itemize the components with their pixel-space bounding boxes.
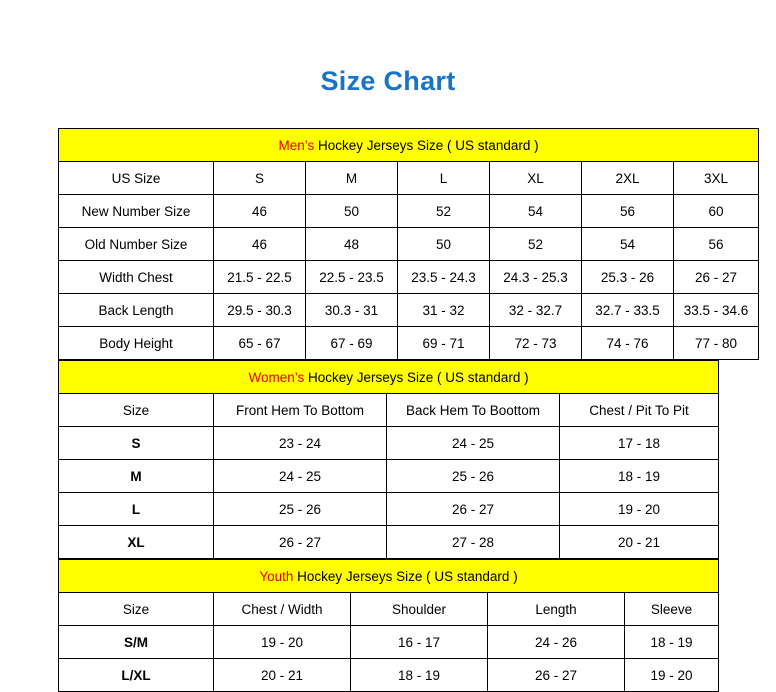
mens-cell-2-2: 23.5 - 24.3 xyxy=(398,261,490,294)
table-row xyxy=(59,261,759,294)
mens-section-header-row xyxy=(59,129,759,162)
youth-size-table xyxy=(58,559,719,692)
mens-col-3: L xyxy=(398,162,490,195)
mens-header-accent: Men’s xyxy=(278,137,315,153)
mens-size-table xyxy=(58,128,759,360)
mens-cell-1-5: 56 xyxy=(674,228,759,261)
womens-cell-1-2: 18 - 19 xyxy=(560,460,719,493)
youth-cell-1-3: 19 - 20 xyxy=(625,659,719,692)
youth-header-accent: Youth xyxy=(259,568,294,584)
youth-col-0: Size xyxy=(59,593,214,626)
mens-header-rest: Hockey Jerseys Size ( US standard ) xyxy=(314,137,539,153)
mens-cell-4-4: 74 - 76 xyxy=(582,327,674,360)
womens-col-2: Back Hem To Boottom xyxy=(387,394,560,427)
mens-cell-0-3: 54 xyxy=(490,195,582,228)
mens-cell-0-5: 60 xyxy=(674,195,759,228)
mens-cell-2-0: 21.5 - 22.5 xyxy=(214,261,306,294)
womens-row-label-2: L xyxy=(59,493,214,526)
womens-header-accent: Women’s xyxy=(248,369,305,385)
youth-col-2: Shoulder xyxy=(351,593,488,626)
mens-cell-4-3: 72 - 73 xyxy=(490,327,582,360)
mens-section-header xyxy=(59,129,759,162)
mens-cell-0-2: 52 xyxy=(398,195,490,228)
womens-cell-0-1: 24 - 25 xyxy=(387,427,560,460)
mens-col-6: 3XL xyxy=(674,162,759,195)
mens-cell-2-5: 26 - 27 xyxy=(674,261,759,294)
youth-cell-0-3: 18 - 19 xyxy=(625,626,719,659)
womens-col-1: Front Hem To Bottom xyxy=(214,394,387,427)
table-row xyxy=(59,659,719,692)
mens-row-label-0: New Number Size xyxy=(59,195,214,228)
womens-size-table xyxy=(58,360,719,559)
youth-cell-0-1: 16 - 17 xyxy=(351,626,488,659)
youth-col-3: Length xyxy=(488,593,625,626)
youth-col-4: Sleeve xyxy=(625,593,719,626)
mens-cell-3-2: 31 - 32 xyxy=(398,294,490,327)
youth-section-header xyxy=(59,560,719,593)
mens-cell-1-3: 52 xyxy=(490,228,582,261)
youth-column-header-row xyxy=(59,593,719,626)
womens-cell-0-2: 17 - 18 xyxy=(560,427,719,460)
womens-row-label-1: M xyxy=(59,460,214,493)
youth-cell-0-2: 24 - 26 xyxy=(488,626,625,659)
mens-cell-0-4: 56 xyxy=(582,195,674,228)
mens-cell-3-3: 32 - 32.7 xyxy=(490,294,582,327)
mens-cell-4-1: 67 - 69 xyxy=(306,327,398,360)
mens-cell-0-0: 46 xyxy=(214,195,306,228)
size-chart-container xyxy=(58,97,749,692)
table-row xyxy=(59,493,719,526)
womens-cell-2-1: 26 - 27 xyxy=(387,493,560,526)
table-row xyxy=(59,195,759,228)
mens-col-0: US Size xyxy=(59,162,214,195)
mens-cell-1-0: 46 xyxy=(214,228,306,261)
womens-cell-2-2: 19 - 20 xyxy=(560,493,719,526)
mens-row-label-1: Old Number Size xyxy=(59,228,214,261)
mens-cell-1-1: 48 xyxy=(306,228,398,261)
womens-cell-3-2: 20 - 21 xyxy=(560,526,719,559)
youth-cell-1-2: 26 - 27 xyxy=(488,659,625,692)
womens-col-3: Chest / Pit To Pit xyxy=(560,394,719,427)
mens-cell-1-4: 54 xyxy=(582,228,674,261)
womens-cell-1-0: 24 - 25 xyxy=(214,460,387,493)
youth-cell-1-0: 20 - 21 xyxy=(214,659,351,692)
youth-section-header-row xyxy=(59,560,719,593)
mens-row-label-2: Width Chest xyxy=(59,261,214,294)
table-row xyxy=(59,526,719,559)
womens-cell-3-1: 27 - 28 xyxy=(387,526,560,559)
mens-cell-3-5: 33.5 - 34.6 xyxy=(674,294,759,327)
womens-section-header-row xyxy=(59,361,719,394)
table-row xyxy=(59,460,719,493)
mens-cell-0-1: 50 xyxy=(306,195,398,228)
mens-cell-3-0: 29.5 - 30.3 xyxy=(214,294,306,327)
youth-col-1: Chest / Width xyxy=(214,593,351,626)
mens-cell-2-3: 24.3 - 25.3 xyxy=(490,261,582,294)
mens-col-5: 2XL xyxy=(582,162,674,195)
mens-cell-4-2: 69 - 71 xyxy=(398,327,490,360)
womens-column-header-row xyxy=(59,394,719,427)
youth-cell-0-0: 19 - 20 xyxy=(214,626,351,659)
mens-cell-4-5: 77 - 80 xyxy=(674,327,759,360)
womens-row-label-3: XL xyxy=(59,526,214,559)
mens-col-2: M xyxy=(306,162,398,195)
womens-section-header xyxy=(59,361,719,394)
youth-row-label-0: S/M xyxy=(59,626,214,659)
table-row xyxy=(59,327,759,360)
table-row xyxy=(59,427,719,460)
mens-col-1: S xyxy=(214,162,306,195)
mens-row-label-3: Back Length xyxy=(59,294,214,327)
mens-col-4: XL xyxy=(490,162,582,195)
mens-cell-4-0: 65 - 67 xyxy=(214,327,306,360)
womens-cell-2-0: 25 - 26 xyxy=(214,493,387,526)
page-title: Size Chart xyxy=(320,66,456,96)
mens-cell-3-4: 32.7 - 33.5 xyxy=(582,294,674,327)
mens-column-header-row xyxy=(59,162,759,195)
womens-cell-1-1: 25 - 26 xyxy=(387,460,560,493)
womens-col-0: Size xyxy=(59,394,214,427)
mens-cell-2-1: 22.5 - 23.5 xyxy=(306,261,398,294)
mens-cell-3-1: 30.3 - 31 xyxy=(306,294,398,327)
table-row xyxy=(59,294,759,327)
mens-cell-2-4: 25.3 - 26 xyxy=(582,261,674,294)
womens-row-label-0: S xyxy=(59,427,214,460)
mens-row-label-4: Body Height xyxy=(59,327,214,360)
womens-cell-3-0: 26 - 27 xyxy=(214,526,387,559)
womens-cell-0-0: 23 - 24 xyxy=(214,427,387,460)
youth-header-rest: Hockey Jerseys Size ( US standard ) xyxy=(293,568,518,584)
youth-cell-1-1: 18 - 19 xyxy=(351,659,488,692)
womens-header-rest: Hockey Jerseys Size ( US standard ) xyxy=(304,369,529,385)
table-row xyxy=(59,228,759,261)
mens-cell-1-2: 50 xyxy=(398,228,490,261)
table-row xyxy=(59,626,719,659)
youth-row-label-1: L/XL xyxy=(59,659,214,692)
